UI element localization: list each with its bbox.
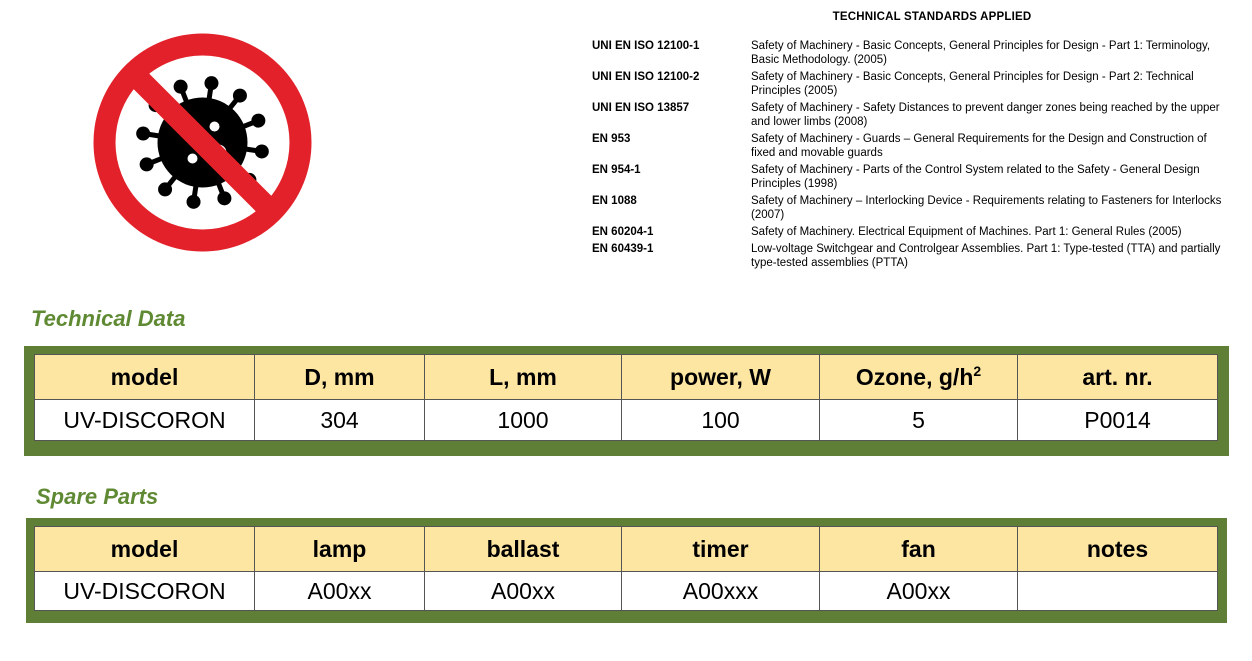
standard-code: UNI EN ISO 13857: [592, 102, 690, 114]
standard-code: EN 953: [592, 133, 631, 145]
standard-code: EN 954-1: [592, 164, 641, 176]
standard-code: EN 60204-1: [592, 226, 654, 238]
table-row: [35, 400, 1218, 441]
standard-description: Safety of Machinery – Interlocking Device - Requirements relating to Fasteners for Interlocks (2007): [751, 195, 1222, 221]
header-cell: power, W: [622, 355, 820, 400]
header-cell: model: [35, 527, 255, 572]
header-cell: L, mm: [425, 355, 622, 400]
table-cell: A00xx: [425, 572, 622, 611]
table-header-row: [35, 355, 1218, 400]
standards-title: TECHNICAL STANDARDS APPLIED: [832, 11, 1032, 23]
ozone-superscript: 2: [973, 363, 982, 379]
technical-data-table-frame: [24, 346, 1229, 456]
header-cell: art. nr.: [1018, 355, 1218, 400]
standard-row: [592, 132, 1232, 160]
standard-row: [592, 225, 1232, 239]
table-cell: A00xxx: [622, 572, 820, 611]
header-cell: lamp: [255, 527, 425, 572]
standard-description: Safety of Machinery - Safety Distances to prevent danger zones being reached by the upper and lower limbs (2008): [751, 102, 1220, 128]
table-cell: A00xx: [255, 572, 425, 611]
table-cell: UV-DISCORON: [35, 572, 255, 611]
standard-row: [592, 242, 1232, 270]
standard-row: [592, 163, 1232, 191]
standard-description: Low-voltage Switchgear and Controlgear Assemblies. Part 1: Type-tested (TTA) and partially type-tested assemblies (PTTA): [751, 243, 1221, 269]
table-cell: 5: [820, 400, 1018, 441]
header-cell: timer: [622, 527, 820, 572]
header-cell: notes: [1018, 527, 1218, 572]
standard-row: [592, 70, 1232, 98]
standard-code: EN 60439-1: [592, 243, 654, 255]
standard-code: UNI EN ISO 12100-2: [592, 71, 700, 83]
standard-row: [592, 39, 1232, 67]
table-cell: 304: [255, 400, 425, 441]
ozone-header-label: Ozone, g/h: [855, 364, 974, 390]
spare-parts-title: Spare Parts: [36, 484, 159, 509]
header-cell: model: [35, 355, 255, 400]
spare-parts-table-frame: [26, 518, 1227, 623]
standard-description: Safety of Machinery - Basic Concepts, General Principles for Design - Part 2: Technical Principles (2005): [751, 71, 1194, 97]
table-cell: A00xx: [820, 572, 1018, 611]
header-cell: fan: [820, 527, 1018, 572]
technical-data-table: [34, 354, 1218, 441]
no-virus-icon: [90, 30, 315, 255]
header-cell: ballast: [425, 527, 622, 572]
table-cell: UV-DISCORON: [35, 400, 255, 441]
standards-list: [592, 39, 1232, 270]
standard-row: [592, 101, 1232, 129]
table-row: [35, 572, 1218, 611]
header-cell: D, mm: [255, 355, 425, 400]
technical-data-title: Technical Data: [31, 306, 186, 331]
standard-row: [592, 194, 1232, 222]
standard-code: UNI EN ISO 12100-1: [592, 40, 700, 52]
table-cell: 100: [622, 400, 820, 441]
table-header-row: [35, 527, 1218, 572]
table-cell: 1000: [425, 400, 622, 441]
technical-standards: [592, 11, 1232, 273]
standard-description: Safety of Machinery - Basic Concepts, General Principles for Design - Part 1: Terminology, Basic Methodology. (2005): [751, 40, 1211, 66]
standard-description: Safety of Machinery - Parts of the Control System related to the Safety - General Design Principles (1998): [751, 164, 1200, 190]
spare-parts-table: [34, 526, 1218, 611]
table-cell: [1018, 572, 1218, 611]
standard-description: Safety of Machinery. Electrical Equipment of Machines. Part 1: General Rules (2005): [751, 226, 1182, 238]
header-cell-ozone: [820, 355, 1018, 400]
table-cell: P0014: [1018, 400, 1218, 441]
standard-code: EN 1088: [592, 195, 637, 207]
standard-description: Safety of Machinery - Guards – General Requirements for the Design and Construction of fixed and movable guards: [751, 133, 1207, 159]
